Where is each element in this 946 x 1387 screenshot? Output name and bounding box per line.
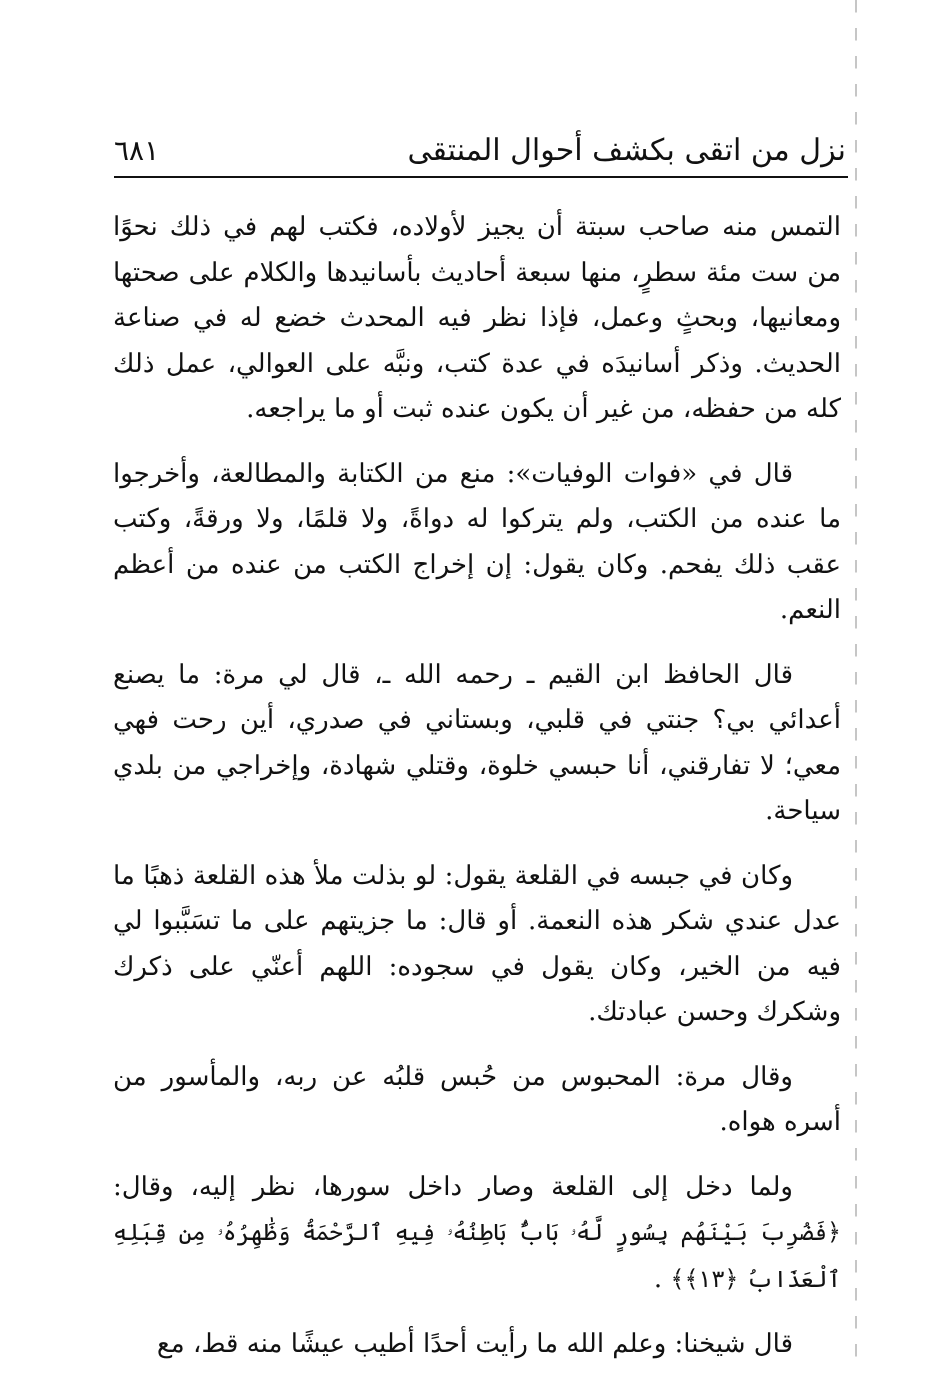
paragraph-5: وقال مرة: المحبوس من حُبس قلبُه عن ربه، والمأسور من أسره هواه. xyxy=(113,1061,841,1137)
verse-intro: ولما دخل إلى القلعة وصار داخل سورها، نظر إليه، وقال: xyxy=(113,1171,793,1202)
paragraph-1: التمس منه صاحب سبتة أن يجيز لأولاده، فكتب لهم في ذلك نحوًا من ست مئة سطرٍ، منها سبعة أحاديث بأسانيدها والكلام على صحتها ومعانيها، وبحثٍ وعمل، فإذا نظر فيه المحدث خضع له في صناعة الحديث. وذكر أسانيدَه في عدة كتب، ونبَّه على العوالي، عمل ذلك كله من حفظه، من غير أن يكون عنده ثبت أو ما يراجعه. xyxy=(113,212,841,424)
verse-number: ﴿١٣﴾ xyxy=(684,1264,739,1293)
verse-end: . xyxy=(653,1263,671,1294)
running-title: نزل من اتقى بكشف أحوال المنتقى xyxy=(407,133,846,168)
body-text xyxy=(113,205,841,1387)
header-rule xyxy=(114,176,848,178)
paragraph-2: قال في «فوات الوفيات»: منع من الكتابة والمطالعة، وأخرجوا ما عنده من الكتب، ولم يتركوا له دواةً، ولا قلمًا، ولا ورقةً، وكتب عقب ذلك يفحم. وكان يقول: إن إخراج الكتب من عنده من أعظم النعم. xyxy=(113,458,841,625)
paragraph-4: وكان في جبسه في القلعة يقول: لو بذلت ملأ هذه القلعة ذهبًا ما عدل عندي شكر هذه النعمة. أو قال: ما جزيتهم على ما تسَبَّبوا لي فيه من الخير، وكان يقول في سجوده: اللهم أعنّي على ذكرك وشكرك وحسن عبادتك. xyxy=(113,860,841,1027)
quran-verse: فَضُرِبَ بَيْنَهُم بِسُورٍ لَّهُۥ بَابٌۢ بَاطِنُهُۥ فِيهِ ٱلرَّحْمَةُ وَظَٰهِرُهُۥ مِن قِبَلِهِ ٱلْعَذَابُ xyxy=(113,1220,841,1293)
verse-close-bracket: ﴾ xyxy=(670,1264,685,1293)
paragraph-3: قال الحافظ ابن القيم ـ رحمه الله ـ، قال لي مرة: ما يصنع أعدائي بي؟ جنتي في قلبي، وبستاني في صدري، أين رحت فهي معي؛ لا تفارقني، أنا حبسي خلوة، وقتلي شهادة، وإخراجي من بلدي سياحة. xyxy=(113,659,841,826)
page-number: ٦٨١ xyxy=(114,134,160,167)
page-edge-dotted-line xyxy=(855,0,857,1372)
quran-verse-paragraph xyxy=(113,1165,841,1304)
verse-open-bracket: ﴿ xyxy=(826,1218,841,1246)
paragraph-6: قال شيخنا: وعلم الله ما رأيت أحدًا أطيب عيشًا منه قط، مع xyxy=(156,1329,793,1359)
running-header xyxy=(114,128,846,174)
